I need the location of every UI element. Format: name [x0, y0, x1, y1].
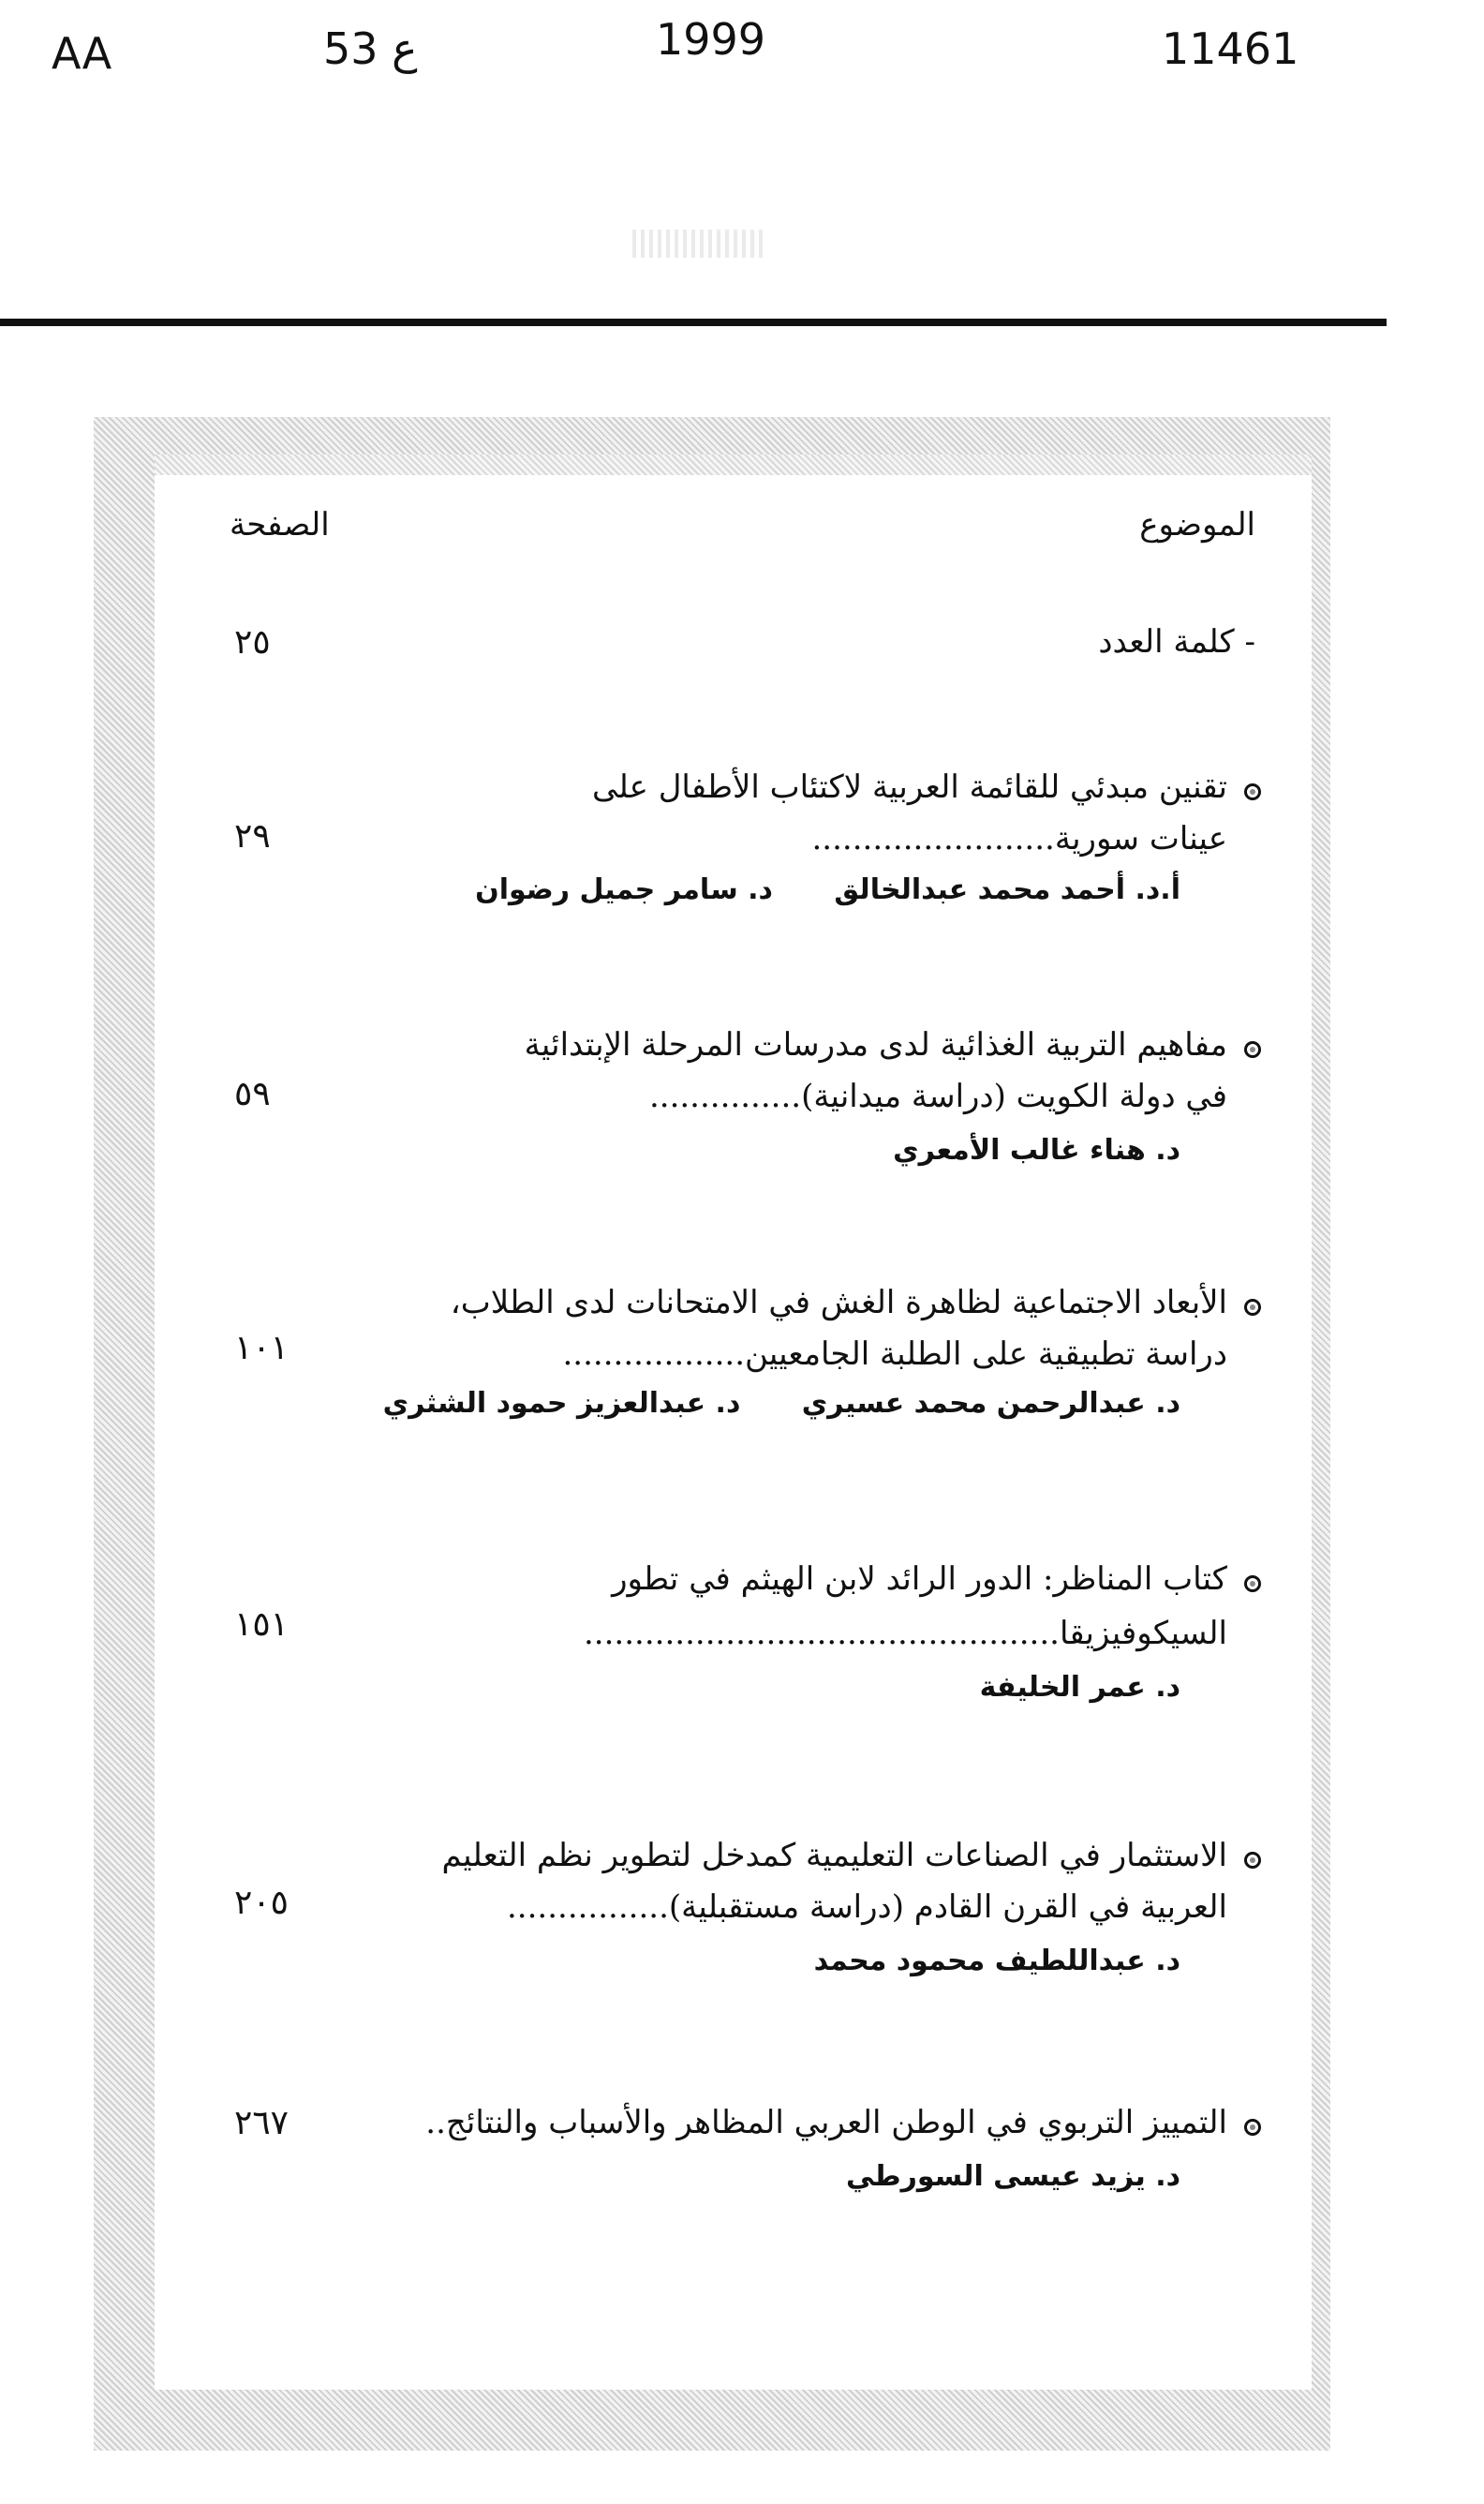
handwritten-year: 1999 — [656, 14, 766, 65]
toc-entry-page: ٥٩ — [234, 1075, 271, 1113]
column-header-topic: الموضوع — [1139, 506, 1255, 544]
toc-entry-title-line: تقنين مبدئي للقائمة العربية لاكتئاب الأطفال على — [592, 768, 1227, 806]
handwritten-issue: 53 ع — [323, 23, 418, 74]
toc-entry-title-line: السيكوفيزيقا............................................... — [584, 1615, 1227, 1652]
bullet-icon — [1244, 1041, 1261, 1058]
toc-entry-authors — [980, 1671, 1180, 1704]
handwritten-code-left: AA — [52, 28, 112, 79]
bullet-icon — [1244, 2119, 1261, 2136]
author-name: د. سامر جميل رضوان — [475, 873, 773, 906]
author-name: د. عبدالعزيز حمود الشثري — [382, 1387, 741, 1420]
toc-entry-title-line: الأبعاد الاجتماعية لظاهرة الغش في الامتحانات لدى الطلاب، — [450, 1284, 1227, 1321]
bullet-icon — [1244, 1575, 1261, 1592]
author-name: د. هناء غالب الأمعري — [893, 1134, 1180, 1167]
author-name: د. عبداللطيف محمود محمد — [813, 1945, 1180, 1977]
toc-entry-page: ٢٦٧ — [234, 2104, 289, 2142]
toc-entry-title-line: في دولة الكويت (دراسة ميدانية)............... — [648, 1078, 1227, 1115]
author-name: د. عبدالرحمن محمد عسيري — [801, 1387, 1180, 1420]
toc-entry-authors — [893, 1134, 1180, 1167]
bullet-icon — [1244, 1852, 1261, 1869]
toc-entry-page: ١٠١ — [234, 1329, 289, 1367]
toc-entry-title-line: عينات سورية........................ — [811, 820, 1227, 857]
toc-entry-title-line: دراسة تطبيقية على الطلبة الجامعيين.................. — [562, 1335, 1227, 1373]
toc-entry-title-line: التمييز التربوي في الوطن العربي المظاهر والأسباب والنتائج.. — [425, 2104, 1227, 2141]
toc-entry-page: ٢٥ — [234, 623, 271, 662]
handwritten-code-right: 11461 — [1162, 23, 1299, 74]
toc-entry-title-line: كتاب المناظر: الدور الرائد لابن الهيثم في تطور — [612, 1560, 1227, 1598]
toc-entry-title-line: الاستثمار في الصناعات التعليمية كمدخل لتطوير نظم التعليم — [441, 1837, 1227, 1874]
toc-entry-title-line: مفاهيم التربية الغذائية لدى مدرسات المرحلة الإبتدائية — [524, 1026, 1227, 1064]
table-of-contents — [206, 506, 1255, 2333]
toc-entry-authors — [475, 873, 1180, 906]
author-name: د. عمر الخليفة — [979, 1671, 1180, 1704]
column-header-page: الصفحة — [230, 506, 330, 544]
author-name: أ.د. أحمد محمد عبدالخالق — [834, 873, 1180, 906]
toc-entry-authors — [846, 2160, 1180, 2193]
toc-entry-page: ٢٩ — [234, 817, 271, 856]
author-name: د. يزيد عيسى السورطي — [845, 2160, 1180, 2193]
toc-entry-page: ١٥١ — [234, 1605, 289, 1644]
header-rule — [0, 319, 1387, 326]
toc-entry-page: ٢٠٥ — [234, 1884, 289, 1922]
faint-stamp-mark — [632, 230, 764, 258]
toc-entry-title-line: - كلمة العدد — [1098, 623, 1255, 661]
bullet-icon — [1244, 783, 1261, 800]
toc-entry-authors — [383, 1387, 1180, 1420]
bullet-icon — [1244, 1299, 1261, 1316]
toc-entry-title-line: العربية في القرن القادم (دراسة مستقبلية)................ — [506, 1888, 1227, 1926]
toc-entry-authors — [814, 1945, 1180, 1977]
